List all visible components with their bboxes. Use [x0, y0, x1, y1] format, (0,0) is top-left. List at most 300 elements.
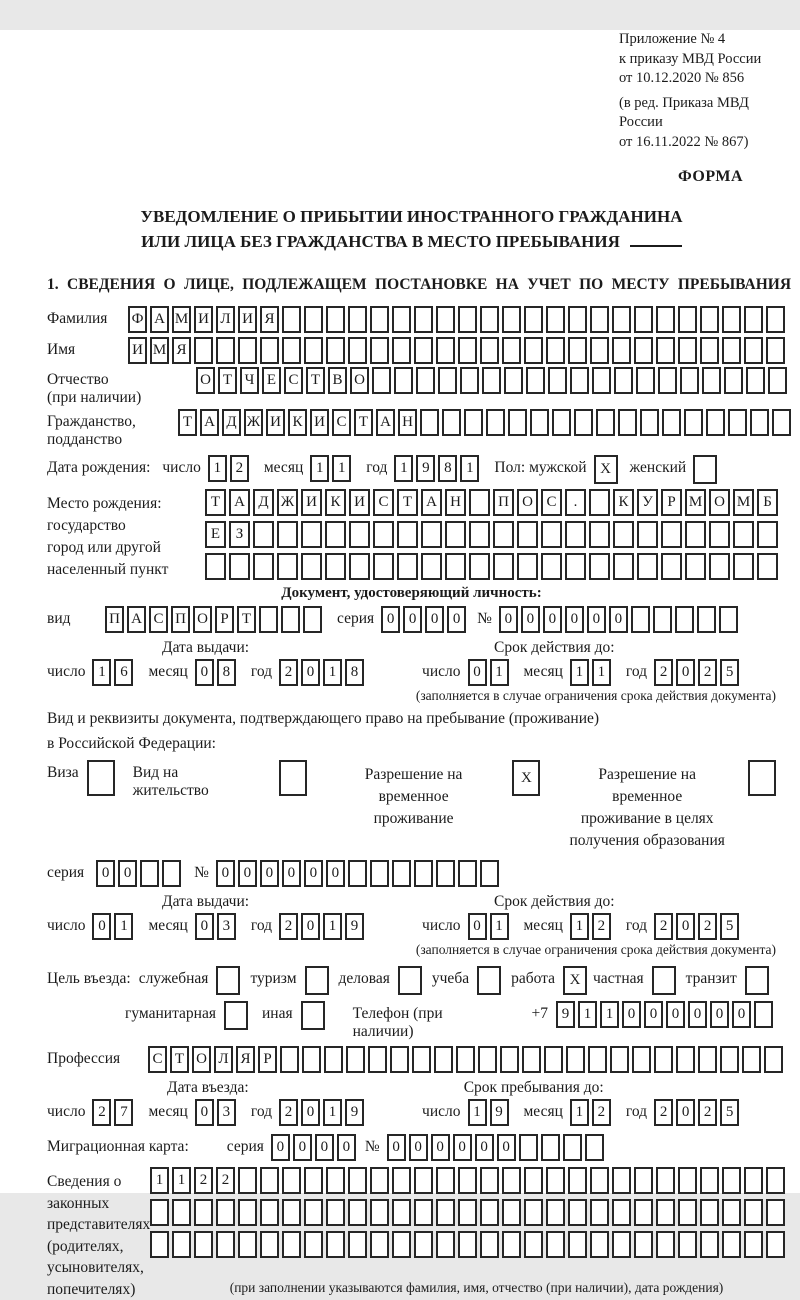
female-checkbox[interactable] [693, 455, 717, 484]
char-cell[interactable] [685, 521, 706, 548]
char-cell[interactable] [766, 1199, 785, 1226]
char-cell[interactable] [397, 521, 418, 548]
residence-permit-checkbox[interactable] [279, 760, 307, 796]
char-cell[interactable] [480, 1199, 499, 1226]
char-cell[interactable] [700, 1231, 719, 1258]
char-cell[interactable] [436, 860, 455, 887]
char-cell[interactable]: М [172, 306, 191, 333]
char-cell[interactable] [304, 337, 323, 364]
char-cell[interactable] [612, 1199, 631, 1226]
char-cell[interactable] [706, 409, 725, 436]
char-cell[interactable] [618, 409, 637, 436]
char-cell[interactable]: 0 [315, 1134, 334, 1161]
char-cell[interactable]: 9 [556, 1001, 575, 1028]
char-cell[interactable]: 9 [490, 1099, 509, 1126]
char-cell[interactable]: Т [170, 1046, 189, 1073]
char-cell[interactable] [524, 337, 543, 364]
char-cell[interactable]: Р [258, 1046, 277, 1073]
char-cell[interactable]: 0 [543, 606, 562, 633]
char-cell[interactable] [438, 367, 457, 394]
char-cell[interactable]: О [196, 367, 215, 394]
char-cell[interactable] [412, 1046, 431, 1073]
char-cell[interactable] [504, 367, 523, 394]
char-cell[interactable] [530, 409, 549, 436]
purpose-delovaya-checkbox[interactable] [398, 966, 422, 995]
char-cell[interactable]: Ж [277, 489, 298, 516]
char-cell[interactable] [613, 521, 634, 548]
char-cell[interactable] [194, 1231, 213, 1258]
char-cell[interactable] [140, 860, 159, 887]
char-cell[interactable]: А [421, 489, 442, 516]
char-cell[interactable]: А [376, 409, 395, 436]
char-cell[interactable]: 1 [570, 913, 589, 940]
char-cell[interactable] [150, 1231, 169, 1258]
purpose-inaya-checkbox[interactable] [301, 1001, 325, 1030]
char-cell[interactable] [675, 606, 694, 633]
char-cell[interactable] [563, 1134, 582, 1161]
char-cell[interactable] [588, 1046, 607, 1073]
char-cell[interactable] [566, 1046, 585, 1073]
char-cell[interactable] [632, 1046, 651, 1073]
char-cell[interactable] [590, 1167, 609, 1194]
char-cell[interactable] [390, 1046, 409, 1073]
char-cell[interactable]: 2 [654, 1099, 673, 1126]
char-cell[interactable]: У [637, 489, 658, 516]
char-cell[interactable]: С [373, 489, 394, 516]
char-cell[interactable]: С [284, 367, 303, 394]
char-cell[interactable] [546, 1167, 565, 1194]
char-cell[interactable] [728, 409, 747, 436]
char-cell[interactable]: 1 [332, 455, 351, 482]
char-cell[interactable] [282, 337, 301, 364]
char-cell[interactable]: П [171, 606, 190, 633]
char-cell[interactable] [766, 1231, 785, 1258]
char-cell[interactable]: 2 [279, 1099, 298, 1126]
char-cell[interactable]: И [301, 489, 322, 516]
char-cell[interactable] [757, 521, 778, 548]
char-cell[interactable] [304, 1199, 323, 1226]
char-cell[interactable]: 0 [260, 860, 279, 887]
char-cell[interactable] [260, 1167, 279, 1194]
char-cell[interactable]: 0 [676, 659, 695, 686]
purpose-rabota-checkbox[interactable]: X [563, 966, 587, 995]
char-cell[interactable] [194, 1199, 213, 1226]
char-cell[interactable]: И [310, 409, 329, 436]
char-cell[interactable] [634, 306, 653, 333]
char-cell[interactable]: С [332, 409, 351, 436]
char-cell[interactable] [464, 409, 483, 436]
char-cell[interactable] [519, 1134, 538, 1161]
char-cell[interactable] [229, 553, 250, 580]
char-cell[interactable]: 0 [271, 1134, 290, 1161]
char-cell[interactable]: 0 [118, 860, 137, 887]
char-cell[interactable] [612, 1231, 631, 1258]
temp-residence-edu-checkbox[interactable] [748, 760, 776, 796]
char-cell[interactable] [458, 337, 477, 364]
char-cell[interactable] [325, 553, 346, 580]
char-cell[interactable] [744, 306, 763, 333]
char-cell[interactable] [373, 553, 394, 580]
char-cell[interactable] [678, 1167, 697, 1194]
char-cell[interactable] [661, 553, 682, 580]
char-cell[interactable] [445, 553, 466, 580]
char-cell[interactable]: 1 [323, 913, 342, 940]
char-cell[interactable]: 0 [425, 606, 444, 633]
char-cell[interactable] [552, 409, 571, 436]
char-cell[interactable] [304, 306, 323, 333]
char-cell[interactable] [546, 337, 565, 364]
char-cell[interactable] [656, 337, 675, 364]
char-cell[interactable]: М [733, 489, 754, 516]
char-cell[interactable] [392, 337, 411, 364]
char-cell[interactable] [700, 1167, 719, 1194]
char-cell[interactable] [757, 553, 778, 580]
char-cell[interactable]: Д [253, 489, 274, 516]
char-cell[interactable] [661, 521, 682, 548]
char-cell[interactable] [568, 337, 587, 364]
char-cell[interactable]: 0 [468, 659, 487, 686]
visa-checkbox[interactable] [87, 760, 115, 796]
char-cell[interactable]: 2 [279, 913, 298, 940]
char-cell[interactable] [522, 1046, 541, 1073]
char-cell[interactable] [697, 606, 716, 633]
char-cell[interactable]: 0 [301, 659, 320, 686]
char-cell[interactable] [517, 553, 538, 580]
char-cell[interactable]: 1 [114, 913, 133, 940]
char-cell[interactable]: Е [205, 521, 226, 548]
char-cell[interactable] [678, 306, 697, 333]
char-cell[interactable] [565, 521, 586, 548]
char-cell[interactable] [216, 337, 235, 364]
char-cell[interactable] [700, 337, 719, 364]
char-cell[interactable] [614, 367, 633, 394]
char-cell[interactable] [684, 409, 703, 436]
char-cell[interactable] [541, 553, 562, 580]
char-cell[interactable] [744, 1167, 763, 1194]
char-cell[interactable] [678, 1199, 697, 1226]
char-cell[interactable]: 0 [609, 606, 628, 633]
char-cell[interactable] [656, 1231, 675, 1258]
char-cell[interactable] [772, 409, 791, 436]
char-cell[interactable] [194, 337, 213, 364]
char-cell[interactable] [282, 1167, 301, 1194]
char-cell[interactable]: 0 [447, 606, 466, 633]
char-cell[interactable] [392, 306, 411, 333]
char-cell[interactable]: 8 [438, 455, 457, 482]
char-cell[interactable] [277, 521, 298, 548]
char-cell[interactable] [744, 1231, 763, 1258]
char-cell[interactable]: О [709, 489, 730, 516]
char-cell[interactable]: 3 [217, 913, 236, 940]
char-cell[interactable] [634, 337, 653, 364]
char-cell[interactable] [744, 1199, 763, 1226]
char-cell[interactable] [348, 306, 367, 333]
char-cell[interactable]: Т [237, 606, 256, 633]
purpose-tranzit-checkbox[interactable] [745, 966, 769, 995]
char-cell[interactable] [742, 1046, 761, 1073]
char-cell[interactable] [304, 1167, 323, 1194]
char-cell[interactable] [658, 367, 677, 394]
char-cell[interactable] [480, 1167, 499, 1194]
char-cell[interactable] [372, 367, 391, 394]
char-cell[interactable]: Д [222, 409, 241, 436]
char-cell[interactable] [724, 367, 743, 394]
char-cell[interactable] [590, 1199, 609, 1226]
char-cell[interactable] [392, 1231, 411, 1258]
purpose-turizm-checkbox[interactable] [305, 966, 329, 995]
char-cell[interactable] [456, 1046, 475, 1073]
char-cell[interactable]: И [238, 306, 257, 333]
char-cell[interactable]: 2 [654, 913, 673, 940]
char-cell[interactable] [676, 1046, 695, 1073]
char-cell[interactable] [570, 367, 589, 394]
char-cell[interactable]: О [193, 606, 212, 633]
char-cell[interactable] [524, 1199, 543, 1226]
char-cell[interactable]: 1 [323, 659, 342, 686]
char-cell[interactable] [700, 306, 719, 333]
char-cell[interactable] [326, 1199, 345, 1226]
char-cell[interactable] [493, 553, 514, 580]
char-cell[interactable] [238, 337, 257, 364]
char-cell[interactable] [548, 367, 567, 394]
char-cell[interactable] [370, 1167, 389, 1194]
char-cell[interactable] [524, 306, 543, 333]
char-cell[interactable]: 0 [475, 1134, 494, 1161]
char-cell[interactable]: 1 [600, 1001, 619, 1028]
char-cell[interactable]: Т [178, 409, 197, 436]
char-cell[interactable] [480, 860, 499, 887]
char-cell[interactable] [373, 521, 394, 548]
char-cell[interactable]: 2 [230, 455, 249, 482]
char-cell[interactable]: 1 [578, 1001, 597, 1028]
char-cell[interactable]: 0 [326, 860, 345, 887]
char-cell[interactable]: 1 [208, 455, 227, 482]
char-cell[interactable]: А [229, 489, 250, 516]
char-cell[interactable] [722, 1199, 741, 1226]
char-cell[interactable] [172, 1199, 191, 1226]
char-cell[interactable] [482, 367, 501, 394]
male-checkbox[interactable]: X [594, 455, 618, 484]
char-cell[interactable]: 0 [587, 606, 606, 633]
char-cell[interactable] [346, 1046, 365, 1073]
char-cell[interactable]: О [517, 489, 538, 516]
char-cell[interactable] [414, 1231, 433, 1258]
char-cell[interactable] [216, 1231, 235, 1258]
char-cell[interactable] [458, 1231, 477, 1258]
char-cell[interactable] [282, 1231, 301, 1258]
char-cell[interactable]: 2 [698, 913, 717, 940]
purpose-chastnaya-checkbox[interactable] [652, 966, 676, 995]
char-cell[interactable] [281, 606, 300, 633]
char-cell[interactable] [392, 1167, 411, 1194]
char-cell[interactable] [754, 1001, 773, 1028]
purpose-gumanitarnaya-checkbox[interactable] [224, 1001, 248, 1030]
char-cell[interactable] [414, 1167, 433, 1194]
char-cell[interactable]: А [150, 306, 169, 333]
char-cell[interactable] [678, 1231, 697, 1258]
char-cell[interactable] [654, 1046, 673, 1073]
char-cell[interactable] [636, 367, 655, 394]
char-cell[interactable] [253, 521, 274, 548]
char-cell[interactable] [500, 1046, 519, 1073]
char-cell[interactable]: 0 [676, 1099, 695, 1126]
char-cell[interactable]: 0 [453, 1134, 472, 1161]
char-cell[interactable] [590, 337, 609, 364]
char-cell[interactable] [458, 1199, 477, 1226]
char-cell[interactable]: 0 [238, 860, 257, 887]
char-cell[interactable]: Р [215, 606, 234, 633]
char-cell[interactable] [720, 1046, 739, 1073]
char-cell[interactable]: Т [354, 409, 373, 436]
char-cell[interactable] [746, 367, 765, 394]
char-cell[interactable] [634, 1167, 653, 1194]
char-cell[interactable]: 0 [304, 860, 323, 887]
char-cell[interactable] [502, 337, 521, 364]
char-cell[interactable] [634, 1199, 653, 1226]
char-cell[interactable]: 1 [460, 455, 479, 482]
char-cell[interactable]: Я [236, 1046, 255, 1073]
char-cell[interactable] [348, 337, 367, 364]
char-cell[interactable] [349, 521, 370, 548]
char-cell[interactable] [568, 1167, 587, 1194]
char-cell[interactable]: 0 [301, 1099, 320, 1126]
char-cell[interactable]: 0 [92, 913, 111, 940]
char-cell[interactable] [544, 1046, 563, 1073]
char-cell[interactable]: Т [306, 367, 325, 394]
char-cell[interactable] [702, 367, 721, 394]
char-cell[interactable] [301, 521, 322, 548]
char-cell[interactable] [486, 409, 505, 436]
char-cell[interactable]: 0 [409, 1134, 428, 1161]
char-cell[interactable] [637, 521, 658, 548]
char-cell[interactable]: 0 [676, 913, 695, 940]
char-cell[interactable] [480, 337, 499, 364]
char-cell[interactable] [392, 1199, 411, 1226]
char-cell[interactable] [162, 860, 181, 887]
char-cell[interactable]: 2 [279, 659, 298, 686]
char-cell[interactable] [348, 1167, 367, 1194]
char-cell[interactable]: 5 [720, 913, 739, 940]
char-cell[interactable] [392, 860, 411, 887]
char-cell[interactable]: 0 [497, 1134, 516, 1161]
char-cell[interactable] [568, 1231, 587, 1258]
char-cell[interactable] [460, 367, 479, 394]
char-cell[interactable] [348, 1231, 367, 1258]
char-cell[interactable] [709, 553, 730, 580]
char-cell[interactable] [277, 553, 298, 580]
char-cell[interactable]: 1 [570, 1099, 589, 1126]
char-cell[interactable] [722, 306, 741, 333]
char-cell[interactable]: 0 [195, 1099, 214, 1126]
char-cell[interactable] [326, 306, 345, 333]
char-cell[interactable]: Ч [240, 367, 259, 394]
char-cell[interactable]: 9 [345, 1099, 364, 1126]
char-cell[interactable] [469, 553, 490, 580]
char-cell[interactable]: 1 [323, 1099, 342, 1126]
char-cell[interactable] [216, 1199, 235, 1226]
char-cell[interactable] [253, 553, 274, 580]
char-cell[interactable] [370, 860, 389, 887]
char-cell[interactable] [568, 1199, 587, 1226]
char-cell[interactable]: 0 [431, 1134, 450, 1161]
char-cell[interactable]: 2 [698, 1099, 717, 1126]
char-cell[interactable] [662, 409, 681, 436]
char-cell[interactable] [259, 606, 278, 633]
char-cell[interactable] [368, 1046, 387, 1073]
char-cell[interactable] [436, 1199, 455, 1226]
char-cell[interactable] [502, 1199, 521, 1226]
char-cell[interactable] [612, 337, 631, 364]
char-cell[interactable]: 1 [310, 455, 329, 482]
char-cell[interactable]: 2 [592, 913, 611, 940]
char-cell[interactable] [640, 409, 659, 436]
char-cell[interactable] [260, 1231, 279, 1258]
char-cell[interactable]: 1 [468, 1099, 487, 1126]
char-cell[interactable] [416, 367, 435, 394]
char-cell[interactable] [302, 1046, 321, 1073]
char-cell[interactable] [744, 337, 763, 364]
char-cell[interactable]: И [128, 337, 147, 364]
char-cell[interactable] [656, 1199, 675, 1226]
char-cell[interactable] [370, 306, 389, 333]
char-cell[interactable]: О [192, 1046, 211, 1073]
char-cell[interactable]: 0 [521, 606, 540, 633]
char-cell[interactable] [458, 306, 477, 333]
char-cell[interactable]: И [194, 306, 213, 333]
char-cell[interactable] [502, 306, 521, 333]
char-cell[interactable]: Я [260, 306, 279, 333]
purpose-ucheba-checkbox[interactable] [477, 966, 501, 995]
char-cell[interactable] [434, 1046, 453, 1073]
char-cell[interactable] [592, 367, 611, 394]
char-cell[interactable]: С [149, 606, 168, 633]
char-cell[interactable] [750, 409, 769, 436]
char-cell[interactable] [414, 337, 433, 364]
char-cell[interactable] [656, 1167, 675, 1194]
char-cell[interactable] [469, 521, 490, 548]
char-cell[interactable]: 3 [217, 1099, 236, 1126]
char-cell[interactable]: А [127, 606, 146, 633]
temp-residence-checkbox[interactable]: X [512, 760, 540, 796]
char-cell[interactable] [526, 367, 545, 394]
char-cell[interactable] [326, 1167, 345, 1194]
char-cell[interactable] [631, 606, 650, 633]
char-cell[interactable]: К [613, 489, 634, 516]
char-cell[interactable] [436, 1231, 455, 1258]
char-cell[interactable] [348, 860, 367, 887]
char-cell[interactable]: О [350, 367, 369, 394]
char-cell[interactable]: И [349, 489, 370, 516]
char-cell[interactable]: П [105, 606, 124, 633]
char-cell[interactable]: Т [218, 367, 237, 394]
char-cell[interactable]: 1 [92, 659, 111, 686]
char-cell[interactable] [303, 606, 322, 633]
char-cell[interactable] [722, 1231, 741, 1258]
char-cell[interactable]: 0 [301, 913, 320, 940]
char-cell[interactable]: 0 [468, 913, 487, 940]
char-cell[interactable]: 0 [337, 1134, 356, 1161]
char-cell[interactable] [678, 337, 697, 364]
char-cell[interactable]: 9 [416, 455, 435, 482]
char-cell[interactable] [634, 1231, 653, 1258]
char-cell[interactable]: Л [214, 1046, 233, 1073]
char-cell[interactable] [458, 860, 477, 887]
char-cell[interactable] [613, 553, 634, 580]
char-cell[interactable] [637, 553, 658, 580]
char-cell[interactable] [394, 367, 413, 394]
char-cell[interactable]: 1 [592, 659, 611, 686]
char-cell[interactable] [326, 337, 345, 364]
